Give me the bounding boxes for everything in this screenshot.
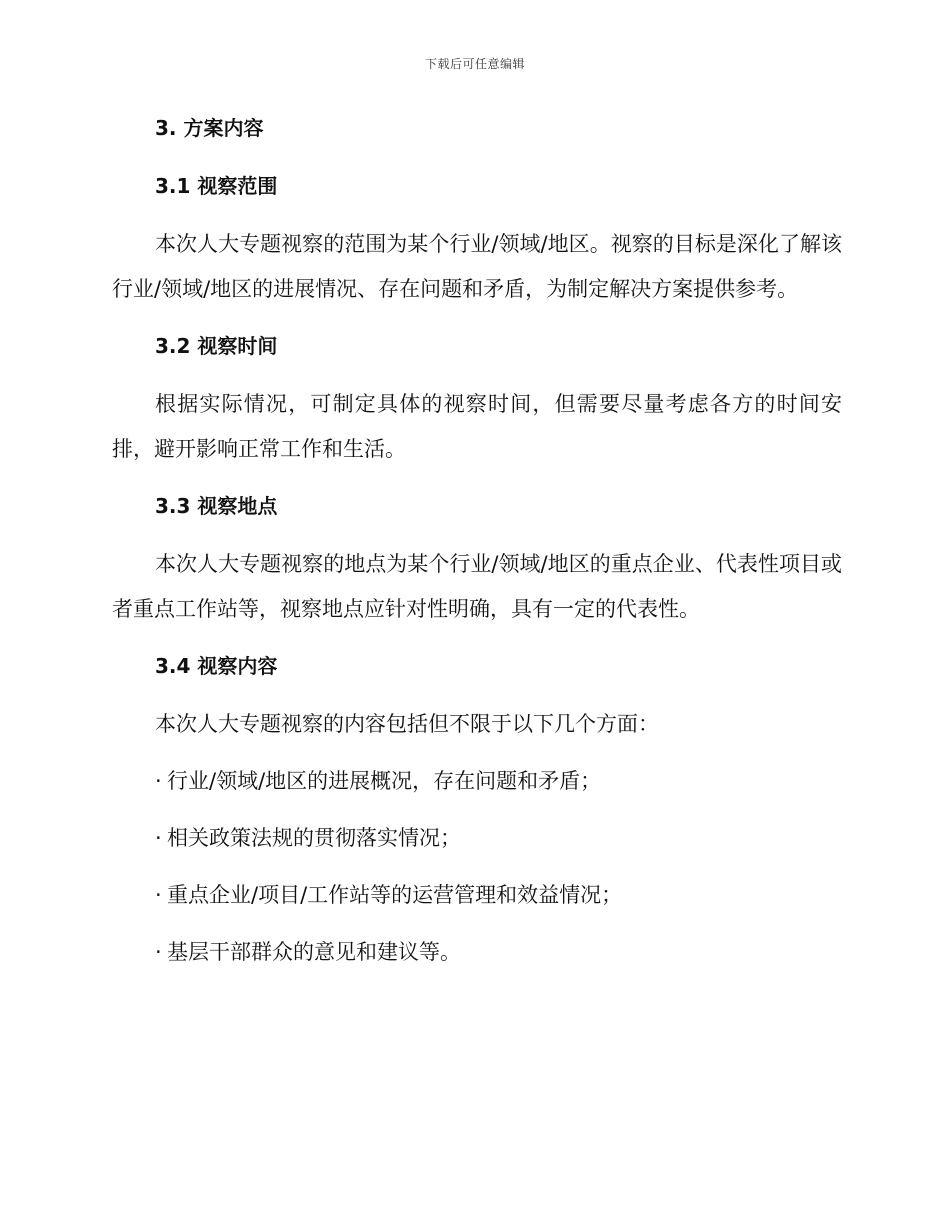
paragraph-content-intro: 本次人大专题视察的内容包括但不限于以下几个方面： (155, 712, 659, 736)
subsection-title-location: 3.3 视察地点 (155, 494, 278, 518)
subsection-title-scope: 3.1 视察范围 (155, 174, 278, 198)
document-body (112, 110, 842, 987)
bullet-marker: · (155, 883, 162, 907)
list-item (112, 873, 842, 918)
list-item-text: 相关政策法规的贯彻落实情况； (167, 826, 461, 850)
subsection-title-time: 3.2 视察时间 (155, 334, 278, 358)
list-item (112, 930, 842, 975)
paragraph-time: 根据实际情况，可制定具体的视察时间，但需要尽量考虑各方的时间安排，避开影响正常工作和生活。 (112, 392, 842, 461)
list-item-text: 重点企业/项目/工作站等的运营管理和效益情况； (167, 883, 623, 907)
list-item-text: 基层干部群众的意见和建议等。 (167, 940, 461, 964)
subsection-title-content: 3.4 视察内容 (155, 654, 278, 678)
list-item (112, 759, 842, 804)
paragraph-location: 本次人大专题视察的地点为某个行业/领域/地区的重点企业、代表性项目或者重点工作站等，视察地点应针对性明确，具有一定的代表性。 (112, 552, 842, 621)
list-item (112, 816, 842, 861)
section-title: 3. 方案内容 (155, 116, 264, 140)
page-header: 下载后可任意编辑 (424, 57, 525, 71)
paragraph-scope: 本次人大专题视察的范围为某个行业/领域/地区。视察的目标是深化了解该行业/领域/地区的进展情况、存在问题和矛盾，为制定解决方案提供参考。 (112, 232, 842, 301)
bullet-marker: · (155, 769, 162, 793)
list-item-text: 行业/领域/地区的进展概况，存在问题和矛盾； (167, 769, 602, 793)
content-bullet-list (112, 759, 842, 975)
bullet-marker: · (155, 826, 162, 850)
bullet-marker: · (155, 940, 162, 964)
